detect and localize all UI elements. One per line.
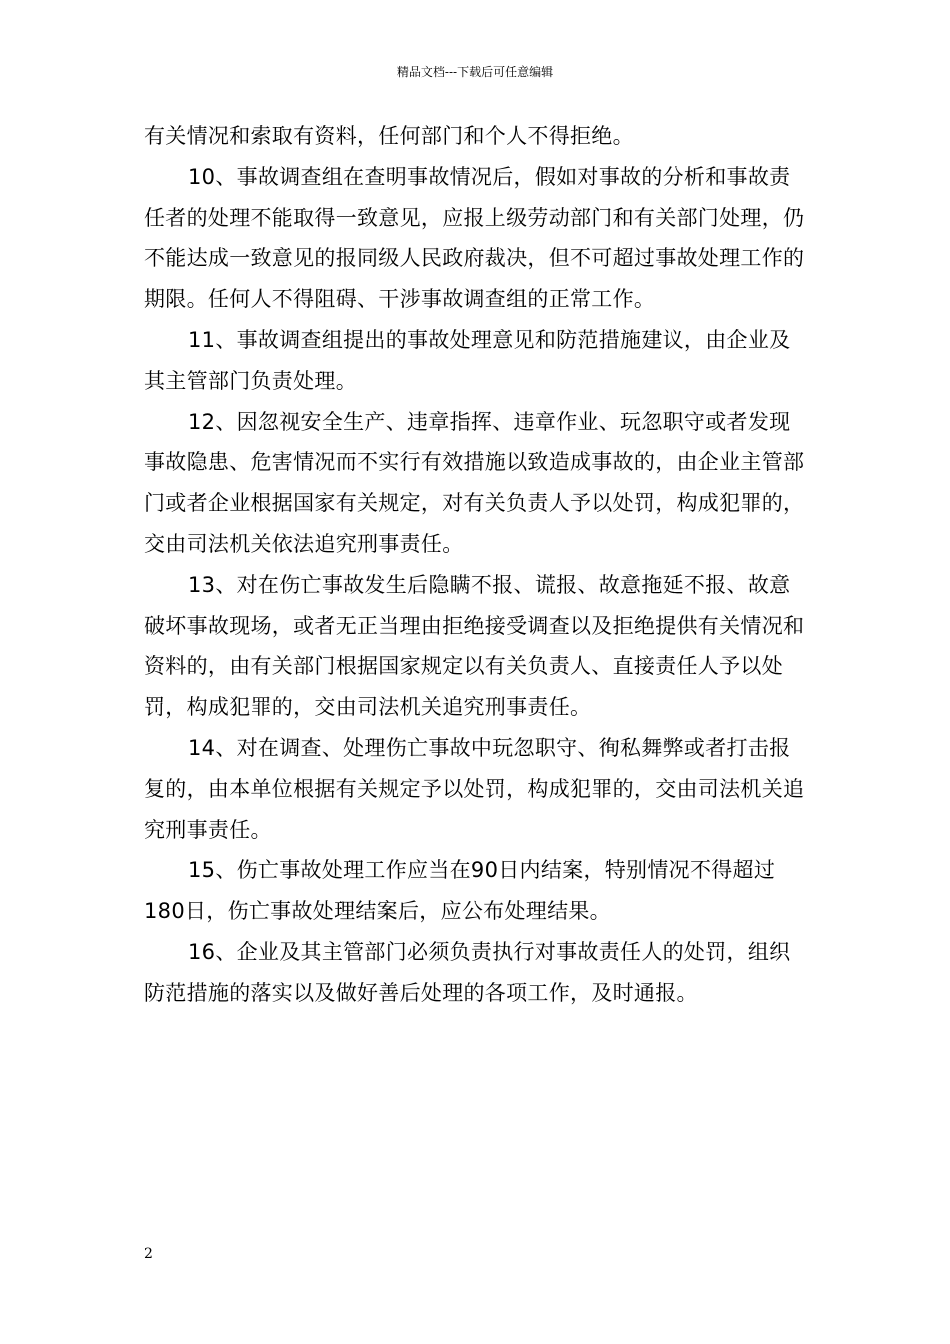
paragraph-item-14: 14、对在调查、处理伤亡事故中玩忽职守、徇私舞弊或者打击报复的，由本单位根据有关规定予以处罚，构成犯罪的，交由司法机关追究刑事责任。 <box>144 735 805 842</box>
paragraph-item-16: 16、企业及其主管部门必须负责执行对事故责任人的处罚，组织防范措施的落实以及做好善后处理的各项工作，及时通报。 <box>144 939 791 1005</box>
paragraph-item-10: 10、事故调查组在查明事故情况后，假如对事故的分析和事故责任者的处理不能取得一致意见，应报上级劳动部门和有关部门处理，仍不能达成一致意见的报同级人民政府裁决，但不可超过事故处理工作的期限。任何人不得阻碍、干涉事故调查组的正常工作。 <box>144 164 805 312</box>
paragraph-item-12: 12、因忽视安全生产、违章指挥、违章作业、玩忽职守或者发现事故隐患、危害情况而不实行有效措施以致造成事故的，由企业主管部门或者企业根据国家有关规定，对有关负责人予以处罚，构成犯罪的，交由司法机关依法追究刑事责任。 <box>144 409 805 556</box>
paragraph-item-15: 15、伤亡事故处理工作应当在90日内结案，特别情况不得超过180日，伤亡事故处理结案后，应公布处理结果。 <box>144 858 776 924</box>
paragraph-item-11: 11、事故调查组提出的事故处理意见和防范措施建议，由企业及其主管部门负责处理。 <box>144 327 791 393</box>
document-body <box>144 116 808 1014</box>
paragraph-continuation: 有关情况和索取有资料，任何部门和个人不得拒绝。 <box>144 124 634 148</box>
page-header: 精品文档---下载后可任意编辑 <box>396 65 554 79</box>
page-number: 2 <box>144 1246 153 1262</box>
paragraph-item-13: 13、对在伤亡事故发生后隐瞒不报、谎报、故意拖延不报、故意破坏事故现场，或者无正当理由拒绝接受调查以及拒绝提供有关情况和资料的，由有关部门根据国家规定以有关负责人、直接责任人予以处罚，构成犯罪的，交由司法机关追究刑事责任。 <box>144 572 805 720</box>
